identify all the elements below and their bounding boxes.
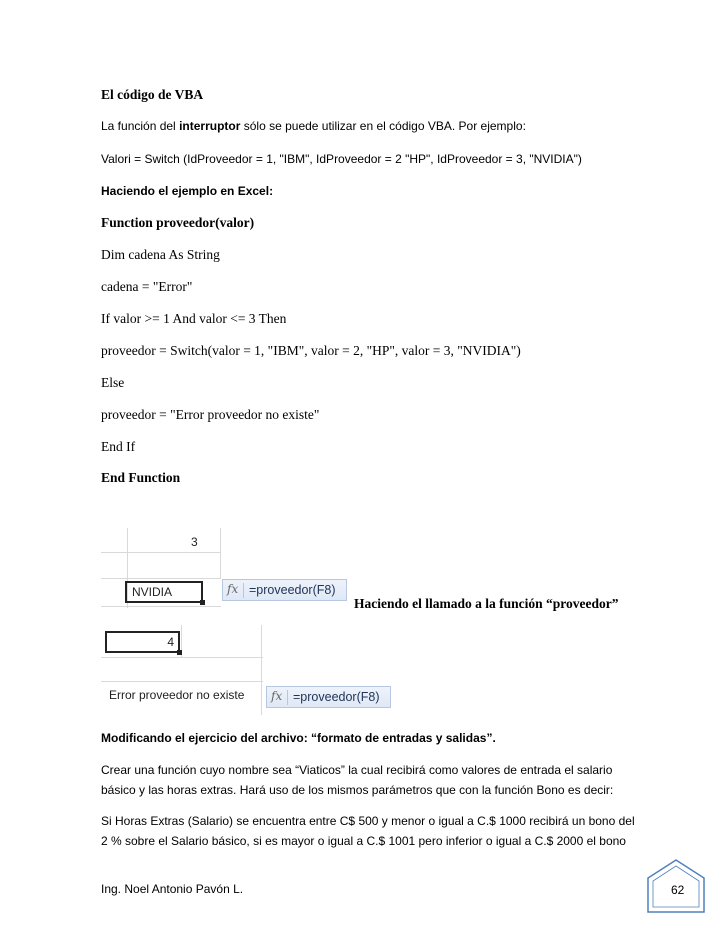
code-line-error: proveedor = "Error proveedor no existe" xyxy=(101,407,320,422)
fx-icon: fx xyxy=(227,582,239,596)
intro-text-end: sólo se puede utilizar en el código VBA. Por ejemplo: xyxy=(240,119,526,133)
intro-paragraph xyxy=(101,119,526,133)
excel1-formula: =proveedor(F8) xyxy=(249,583,336,597)
excel1-formula-bar xyxy=(222,579,347,601)
call-caption: Haciendo el llamado a la función “proveedor” xyxy=(354,596,619,611)
footer-author: Ing. Noel Antonio Pavón L. xyxy=(101,882,244,896)
code-line-dim: Dim cadena As String xyxy=(101,247,220,262)
code-line-endif: End If xyxy=(101,439,136,454)
code-line-else: Else xyxy=(101,375,125,390)
excel-example-heading: Haciendo el ejemplo en Excel: xyxy=(101,184,274,198)
paragraph1-line2: básico y las horas extras. Hará uso de los mismos parámetros que con la función Bono es decir: xyxy=(101,783,614,797)
paragraph2-line2: 2 % sobre el Salario básico, si es mayor o igual a C.$ 1001 pero inferior o igual a C.$ 2000 el bono xyxy=(101,834,626,848)
excel2-input-cell xyxy=(105,631,180,653)
excel2-output-value: Error proveedor no existe xyxy=(109,688,245,702)
excel2-input-value: 4 xyxy=(167,635,174,649)
excel1-output-cell xyxy=(125,581,203,603)
section-heading: El código de VBA xyxy=(101,87,204,102)
excel-screenshot-2 xyxy=(101,625,396,715)
page-number: 62 xyxy=(671,883,685,897)
excel2-formula: =proveedor(F8) xyxy=(293,690,380,704)
code-line-endfunction: End Function xyxy=(101,470,181,485)
intro-bold-term: interruptor xyxy=(179,119,241,133)
example-line: Valori = Switch (IdProveedor = 1, "IBM", IdProveedor = 2 "HP", IdProveedor = 3, "NVIDIA") xyxy=(101,152,582,166)
intro-text-start: La función del xyxy=(101,119,180,133)
excel1-output-value: NVIDIA xyxy=(132,585,173,599)
paragraph2-line1: Si Horas Extras (Salario) se encuentra entre C$ 500 y menor o igual a C.$ 1000 recibirá un bono del xyxy=(101,814,635,828)
excel2-formula-bar xyxy=(266,686,391,708)
fx-icon: fx xyxy=(271,689,283,703)
code-line-assign: cadena = "Error" xyxy=(101,279,193,294)
code-line-if: If valor >= 1 And valor <= 3 Then xyxy=(101,311,287,326)
code-line-function: Function proveedor(valor) xyxy=(101,215,255,230)
excel-screenshot-1 xyxy=(101,528,351,608)
excel1-input-cell: 3 xyxy=(191,535,198,549)
paragraph1-line1: Crear una función cuyo nombre sea “Viaticos” la cual recibirá como valores de entrada el salario xyxy=(101,763,613,777)
code-line-switch: proveedor = Switch(valor = 1, "IBM", valor = 2, "HP", valor = 3, "NVIDIA") xyxy=(101,343,521,358)
modify-heading: Modificando el ejercicio del archivo: “formato de entradas y salidas”. xyxy=(101,731,496,745)
